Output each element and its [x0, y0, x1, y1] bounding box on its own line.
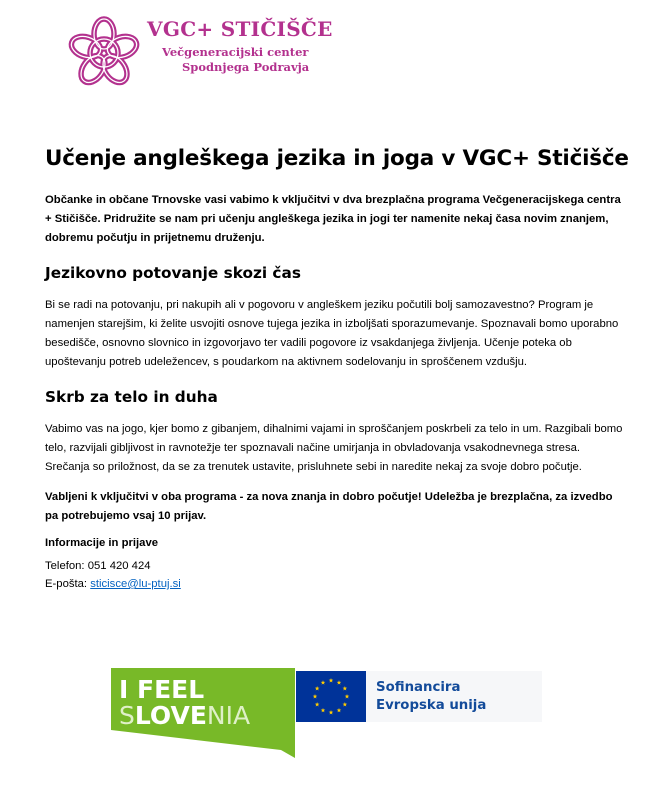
eu-line2: Evropska unija: [376, 698, 487, 713]
i-feel-slovenia-logo: [111, 668, 295, 758]
email-line: [45, 575, 625, 593]
ifeel-s: S: [119, 701, 135, 730]
eu-text: [376, 679, 486, 715]
intro-paragraph: Občanke in občane Trnovske vasi vabimo k vključitvi v dva brezplačna programa Večgeneracijskega centra + Stičišče. Pridružite se nam pri učenju angleškega jezika in jogi ter namenite nekaj časa novim znanjem, dobremu počutju in prijetnemu druženju.: [45, 194, 621, 244]
page-title: Učenje angleškega jezika in joga v VGC+ Stičišče: [45, 146, 629, 171]
email-link[interactable]: sticisce@lu-ptuj.si: [90, 578, 181, 590]
eu-flag-icon: [296, 671, 366, 722]
call-to-action: Vabljeni k vključitvi v oba programa - za nova znanja in dobro počutje! Udeležba je brezplačna, za izvedbo pa potrebujemo vsaj 10 prijav.: [45, 491, 613, 522]
eu-cofinancing-logo: [296, 671, 542, 722]
eu-line1: Sofinancira: [376, 680, 461, 695]
phone-line: Telefon: 051 420 424: [45, 560, 151, 572]
ifeel-line2: [119, 701, 250, 730]
email-label: E-pošta:: [45, 578, 91, 590]
logo-title: VGC+ STIČIŠČE: [147, 17, 333, 41]
section-body-yoga: Vabimo vas na jogo, kjer bomo z gibanjem, dihalnimi vajami in sproščanjem poskrbeli za telo in um. Razgibali bomo telo, razvijali gibljivost in ravnotežje ter spoznavali načine umirjanja in obvladovanja vsakodnevnega stresa. Srečanja so priložnost, da se za trenutek ustavite, prisluhnete sebi in naredite nekaj za svoje dobro počutje.: [45, 423, 623, 473]
logo-subtitle-line1: Večgeneracijski center: [162, 45, 309, 59]
ifeel-nia: NIA: [206, 701, 251, 730]
ifeel-love: LOVE: [134, 701, 207, 730]
ifeel-line1: I FEEL: [119, 675, 205, 704]
section-body-language: Bi se radi na potovanju, pri nakupih ali v pogovoru v angleškem jeziku počutili bolj samozavestno? Program je namenjen starejšim, ki želite usvojiti osnove tujega jezika in izboljšati sporazumevanje. Spoznavali bomo uporabno besedišče, osnovno slovnico in izgovorjavo ter vadili pogovore iz vsakdanjega življenja. Učenje poteka ob upoštevanju potreb udeležencev, s poudarkom na aktivnem sodelovanju in sproščenem vzdušju.: [45, 299, 619, 368]
section-title-yoga: Skrb za telo in duha: [45, 388, 218, 406]
organization-logo: [64, 13, 333, 93]
info-heading: Informacije in prijave: [45, 537, 159, 549]
knot-emblem-icon: [64, 13, 144, 93]
contact-block: [45, 557, 625, 593]
section-title-language: Jezikovno potovanje skozi čas: [45, 264, 301, 282]
logo-subtitle-line2: Spodnjega Podravja: [182, 60, 310, 74]
document-body: [45, 146, 629, 593]
